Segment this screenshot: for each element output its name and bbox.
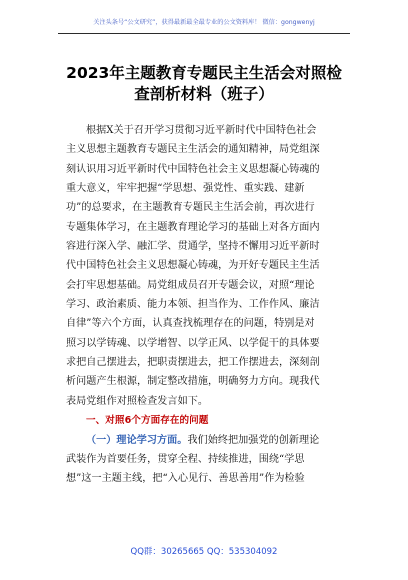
body-line: 会打牢思想基础。局党组成员召开专题会议，对照“理论 xyxy=(66,279,315,291)
body-line: 表局党组作对照检查发言如下。 xyxy=(66,395,209,407)
body-line: 求把自己摆进去，把职责摆进去，把工作摆进去，深刻剖 xyxy=(66,357,320,369)
document-body xyxy=(66,121,348,489)
body-line: 照习以学铸魂、以学增智、以学正风、以学促干的具体要 xyxy=(66,337,320,349)
body-line: 自律”等六个方面，认真查找梳理存在的问题，特别是对 xyxy=(66,318,315,330)
body-line: 刻认识用习近平新时代中国特色社会主义思想凝心铸魂的 xyxy=(66,163,320,175)
subsection-line xyxy=(66,431,348,450)
section-heading-1: 一、对照6个方面存在的问题 xyxy=(86,415,209,427)
body-line: 想”这一主题主线，把“入心见行、善思善用”作为检验 xyxy=(66,473,305,485)
body-line: 容进行深入学、融汇学、贯通学，坚持不懈用习近平新时 xyxy=(66,241,320,253)
body-line: 主义思想主题教育专题民主生活会的通知精神，局党组深 xyxy=(66,144,320,156)
body-line: 析问题产生根源，制定整改措施，明确努力方向。现我代 xyxy=(66,376,320,388)
body-line: 代中国特色社会主义思想凝心铸魂，为开好专题民主生活 xyxy=(66,260,320,272)
title-line-1: 2023年主题教育专题民主生活会对照检 xyxy=(66,64,342,82)
body-line: 功”的总要求，在主题教育专题民主生活会前，再次进行 xyxy=(66,202,315,214)
document-title xyxy=(50,63,358,105)
subsection-text: 我们始终把加强党的创新理论 xyxy=(187,434,320,446)
body-line: 根据X关于召开学习贯彻习近平新时代中国特色社会 xyxy=(86,125,317,136)
body-line: 专题集体学习，在主题教育理论学习的基础上对各方面内 xyxy=(66,221,320,233)
body-line: 重大意义，牢牢把握“学思想、强党性、重实践、建新 xyxy=(66,183,305,195)
body-line: 武装作为首要任务，贯穿全程、持续推进，围绕“学思 xyxy=(66,453,305,465)
header-divider xyxy=(58,33,350,34)
page-header: 关注头条号“公文研究”，获得最新最全最专业的公文资料库！ 微信：gongwenyj xyxy=(93,19,315,26)
body-line: 学习、政治素质、能力本领、担当作为、工作作风、廉洁 xyxy=(66,299,320,311)
title-line-2: 查剖析材料（班子） xyxy=(134,85,274,103)
subsection-heading: （一）理论学习方面。 xyxy=(86,434,188,446)
page-footer: QQ群：30265665 QQ：535304092 xyxy=(130,547,278,557)
